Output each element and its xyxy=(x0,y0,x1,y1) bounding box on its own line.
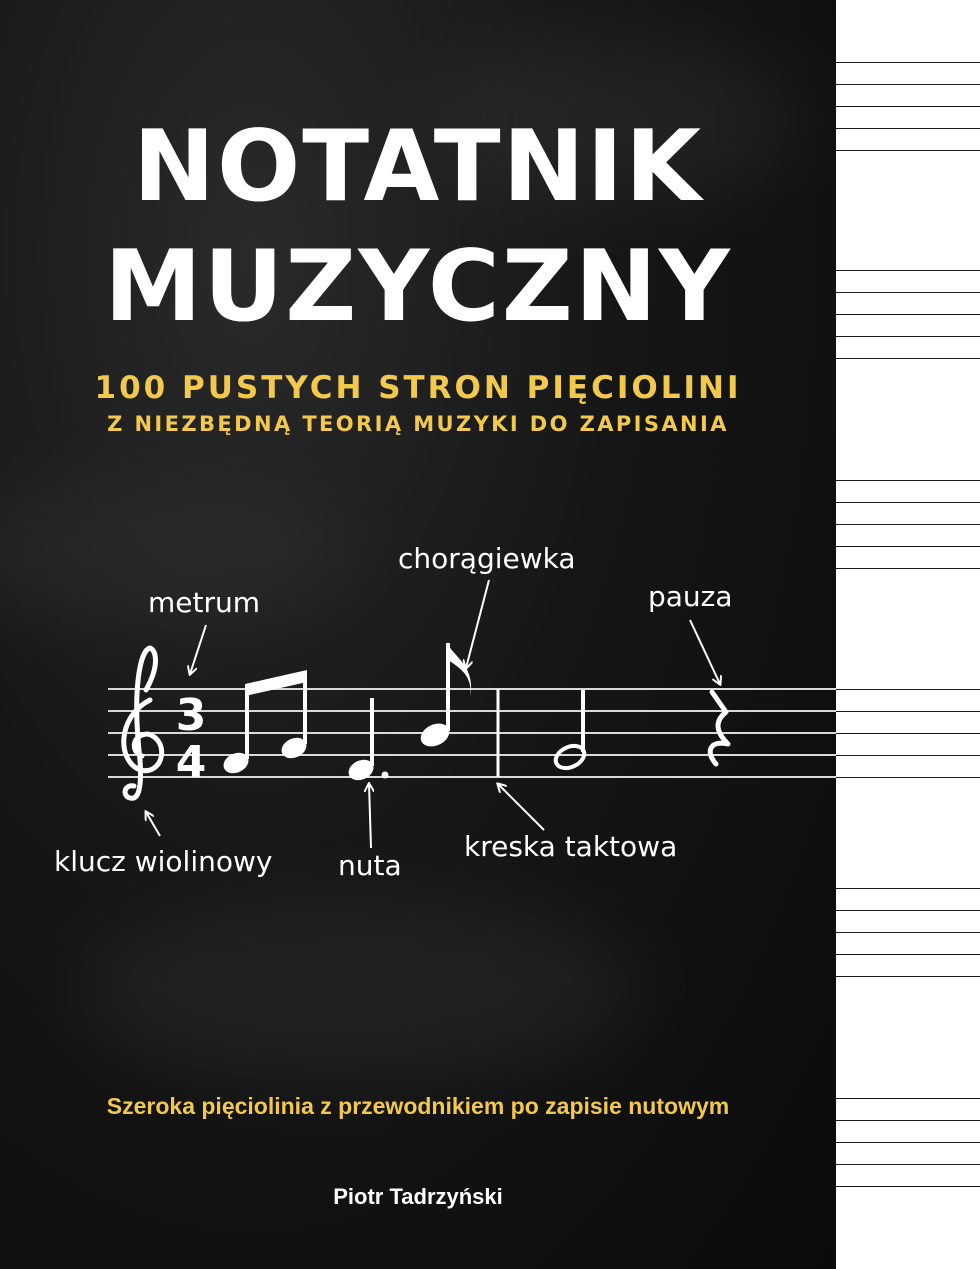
staff-line xyxy=(836,1186,980,1187)
staff-line xyxy=(836,1142,980,1143)
staff-line xyxy=(836,480,980,481)
title-line-2: MUZYCZNY xyxy=(104,230,732,344)
beamed-eighth-notes xyxy=(220,670,310,777)
label-nuta: nuta xyxy=(338,849,402,882)
staff-line xyxy=(836,270,980,271)
quarter-rest-icon xyxy=(710,692,728,764)
subtitle-line-2: Z NIEZBĘDNĄ TEORIĄ MUZYKI DO ZAPISANIA xyxy=(107,412,729,436)
staff-line xyxy=(836,888,980,889)
label-metrum: metrum xyxy=(148,586,261,619)
staff-line xyxy=(836,755,980,756)
staff-line xyxy=(836,292,980,293)
staff-line xyxy=(836,976,980,977)
staff-line xyxy=(836,568,980,569)
staff-line xyxy=(836,733,980,734)
treble-clef-icon xyxy=(124,648,162,798)
staff-line xyxy=(836,524,980,525)
staff-line xyxy=(836,932,980,933)
staff-line xyxy=(836,128,980,129)
tagline: Szeroka pięciolinia z przewodnikiem po zapisie nutowym xyxy=(106,1093,730,1119)
title-line-1: NOTATNIK xyxy=(132,110,704,224)
staff-line xyxy=(836,689,980,690)
label-arrows xyxy=(146,580,720,848)
staff-line xyxy=(836,1164,980,1165)
staff-line xyxy=(836,1120,980,1121)
staff-lines xyxy=(108,689,836,777)
staff-line xyxy=(836,314,980,315)
staff-line xyxy=(836,358,980,359)
label-klucz-wiolinowy: klucz wiolinowy xyxy=(54,845,273,878)
subtitle-line-1: 100 PUSTYCH STRON PIĘCIOLINI xyxy=(94,370,742,406)
staff-line xyxy=(836,62,980,63)
time-signature-bottom: 4 xyxy=(175,737,207,788)
staff-line xyxy=(836,711,980,712)
staff-line xyxy=(836,777,980,778)
author-name: Piotr Tadrzyński xyxy=(333,1184,503,1209)
staff-line xyxy=(836,546,980,547)
label-pauza: pauza xyxy=(648,580,733,613)
staff-line xyxy=(836,502,980,503)
label-kreska-taktowa: kreska taktowa xyxy=(464,830,678,863)
staff-line xyxy=(836,910,980,911)
staff-line xyxy=(836,1098,980,1099)
staff-line xyxy=(836,84,980,85)
staff-line xyxy=(836,954,980,955)
time-signature-top: 3 xyxy=(175,690,207,741)
staff-line xyxy=(836,106,980,107)
half-note xyxy=(552,690,588,772)
label-choragiewka: chorągiewka xyxy=(398,542,576,575)
staff-line xyxy=(836,150,980,151)
staff-paper-page xyxy=(836,0,980,1269)
eighth-note-with-flag xyxy=(417,643,471,751)
staff-line xyxy=(836,336,980,337)
